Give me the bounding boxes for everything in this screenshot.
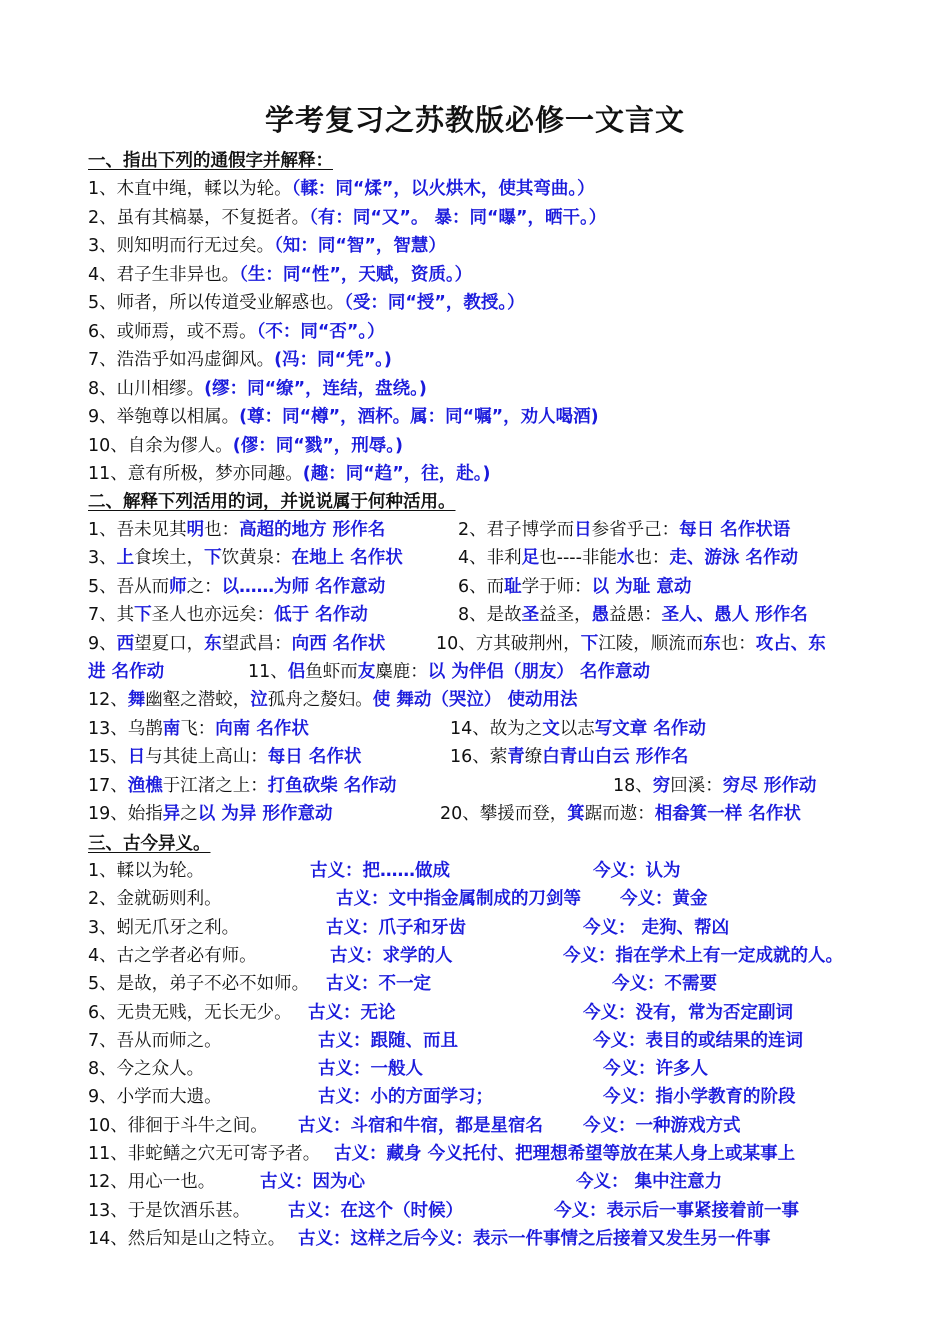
item-text: 15、	[88, 747, 128, 767]
item-text: 20、攀援而登，	[440, 804, 568, 824]
gu-yi: 古义：在这个（时候）	[288, 1200, 463, 1221]
gu-yi: 古义：藏身 今义托付、把理想希望等放在某人身上或某事上	[334, 1144, 796, 1164]
item-text: 与其徒上高山：	[145, 747, 268, 767]
item-text: 10、方其破荆州，	[436, 633, 581, 654]
jin-yi: 今义： 集中注意力	[576, 1172, 723, 1193]
answer-text: （受：同“授”，教授。）	[344, 293, 525, 313]
gu-yi: 古义：跟随、而且	[318, 1030, 458, 1051]
huoyong-item	[458, 544, 798, 572]
question-text: 10、徘徊于斗牛之间。	[88, 1115, 268, 1136]
item-text: 17、	[88, 775, 128, 796]
huoyong-item	[440, 800, 801, 828]
huoyong-item	[88, 601, 368, 629]
key-word: 友	[357, 662, 376, 682]
item-text: 18、	[613, 775, 653, 796]
key-word: 渔樵	[127, 775, 163, 796]
gu-yi: 古义：文中指金属制成的刀剑等	[336, 889, 581, 910]
item-text: 7、其	[88, 605, 135, 626]
key-word: 南	[162, 718, 181, 739]
tongjia-item	[88, 403, 599, 431]
section-2-heading: 二、解释下列活用的词，并说说属于何种活用。	[88, 492, 456, 512]
tongjia-item	[88, 346, 392, 374]
item-text: 益愚：	[609, 605, 662, 626]
answer-text: 向南 名作状	[215, 718, 309, 739]
answer-text: 向西 名作状	[291, 633, 386, 654]
key-word: 明	[186, 520, 205, 540]
answer-text: 以 为耻 意动	[591, 576, 692, 597]
jin-yi: 今义：没有，常为否定副词	[583, 1002, 793, 1023]
section-1-heading: 一、指出下列的通假字并解释：	[88, 151, 333, 171]
question-text: 13、于是饮酒乐甚。	[88, 1200, 251, 1221]
key-word: 愚	[591, 605, 610, 626]
question-text: 7、浩浩乎如冯虚御风。	[88, 350, 275, 370]
huoyong-item	[450, 743, 688, 771]
tongjia-item	[88, 289, 525, 317]
question-text: 3、蚓无爪牙之利。	[88, 917, 240, 938]
tongjia-item	[88, 261, 472, 289]
huoyong-item	[88, 573, 385, 601]
key-word: 青	[507, 747, 525, 767]
question-text: 7、吾从而师之。	[88, 1030, 222, 1051]
answer-text: (尊：同“樽”，酒杯。属：同“嘱”，劝人喝酒)	[239, 407, 599, 427]
tongjia-item	[88, 175, 595, 203]
key-word: 上	[116, 548, 135, 569]
item-text: 以志	[559, 718, 595, 739]
item-text: 食埃土，	[134, 548, 205, 569]
jin-yi: 今义：指在学术上有一定成就的人。	[563, 945, 843, 966]
huoyong-item	[88, 630, 385, 658]
answer-text: （輮：同“煣”，以火烘木，使其弯曲。）	[291, 179, 595, 199]
key-word: 白	[542, 747, 560, 767]
question-text: 4、君子生非异也。	[88, 264, 240, 285]
key-word: 舞	[127, 690, 146, 710]
jin-yi: 今义：一种游戏方式	[583, 1115, 741, 1136]
gu-yi: 古义：斗宿和牛宿，都是星宿名	[298, 1115, 543, 1136]
key-word: 下	[134, 605, 152, 626]
huoyong-item	[88, 686, 577, 714]
gu-yi: 古义：这样之后今义：表示一件事情之后接着又发生另一件事	[298, 1228, 771, 1249]
huoyong-item	[450, 715, 706, 743]
question-text: 11、非蛇鳝之穴无可寄予者。	[88, 1144, 321, 1164]
item-text: 16、萦	[450, 747, 508, 767]
gu-yi: 古义：无论	[308, 1002, 396, 1023]
huoyong-item	[436, 630, 826, 658]
item-text: 也：	[204, 520, 240, 540]
item-text: 望夏口，	[134, 633, 205, 654]
answer-text: (冯：同“凭”。)	[274, 350, 392, 370]
question-text: 8、山川相缪。	[88, 378, 205, 399]
item-text: 也----非能	[539, 548, 617, 569]
item-text: 踞而遨：	[584, 804, 655, 824]
tongjia-item	[88, 204, 606, 232]
jin-yi: 今义：表示后一事紧接着前一事	[554, 1200, 799, 1221]
key-word: 东	[703, 633, 721, 654]
key-word: 泣	[250, 690, 268, 710]
huoyong-continuation	[88, 658, 164, 686]
answer-text: 低于 名作动	[274, 605, 368, 626]
item-text: 之	[180, 804, 198, 824]
answer-text: (趣：同“趋”，往，赴。)	[302, 464, 491, 484]
question-text: 6、或师焉，或不焉。	[88, 321, 257, 342]
key-word: 东	[204, 633, 222, 654]
gu-yi: 古义：因为心	[260, 1172, 365, 1193]
item-text: 11、	[248, 662, 288, 682]
answer-text: 相畚箕一样 名作状	[654, 804, 801, 824]
answer-text: 高超的地方 形作名	[239, 520, 386, 540]
item-text: 1、吾未见其	[88, 520, 187, 540]
item-text: 9、	[88, 633, 117, 654]
item-text: 飞：	[180, 718, 216, 739]
item-text: 鱼虾而	[305, 662, 358, 682]
answer-text: 在地上 名作状	[291, 548, 403, 569]
key-word: 侣	[287, 662, 306, 682]
key-word: 穷	[652, 775, 671, 796]
answer-text: 以 为伴侣（朋友） 名作意动	[427, 662, 650, 682]
huoyong-item	[88, 772, 396, 800]
question-text: 5、是故，弟子不必不如师。	[88, 974, 310, 995]
tongjia-item	[88, 232, 446, 260]
answer-text: (缪：同“缭”，连结，盘绕。)	[204, 378, 427, 399]
answer-text: 写文章 名作动	[594, 718, 706, 739]
key-word: 水	[616, 548, 635, 569]
tongjia-item	[88, 375, 427, 403]
jin-yi: 今义：指小学教育的阶段	[603, 1087, 796, 1108]
item-text: 缭	[524, 747, 543, 767]
answer-text: (僇：同“戮”，刑辱。)	[232, 435, 404, 456]
key-word: 师	[169, 576, 187, 597]
huoyong-item	[458, 516, 790, 544]
item-text: 参省乎己：	[591, 520, 680, 540]
item-text: 之：	[186, 576, 222, 597]
jin-yi: 今义：黄金	[620, 889, 708, 910]
key-word: 文	[542, 718, 560, 739]
jin-yi: 今义：认为	[593, 861, 681, 881]
item-text: 幽壑之潜蛟，	[145, 690, 251, 710]
item-text: 江陵，顺流而	[598, 633, 704, 654]
item-text: 也：	[634, 548, 670, 569]
item-text: 也：	[720, 633, 756, 654]
answer-text: 穷尽 形作动	[722, 775, 817, 796]
item-text: 回溪：	[670, 775, 723, 796]
item-text: 饮黄泉：	[221, 548, 292, 569]
question-text: 9、小学而大遗。	[88, 1087, 222, 1108]
item-text: 3、	[88, 548, 117, 569]
answer-text: 攻占、东	[755, 633, 826, 654]
item-text: 6、而	[458, 576, 505, 597]
item-text: 8、是故	[458, 605, 522, 626]
jin-yi: 今义：不需要	[612, 974, 717, 995]
huoyong-item	[613, 772, 816, 800]
huoyong-item	[458, 601, 808, 629]
item-text: 学于师：	[521, 576, 592, 597]
key-word: 圣	[521, 605, 540, 626]
jin-yi: 今义：表目的或结果的连词	[593, 1030, 803, 1051]
question-text: 12、用心一也。	[88, 1172, 216, 1193]
item-text: 益圣，	[539, 605, 592, 626]
key-word: 箕	[567, 804, 585, 824]
item-text: 13、乌鹊	[88, 718, 163, 739]
huoyong-item	[88, 516, 385, 544]
question-text: 8、今之众人。	[88, 1059, 205, 1080]
question-text: 6、无贵无贱，无长无少。	[88, 1002, 292, 1023]
key-word: 西	[116, 633, 135, 654]
answer-text: 每日 名作状语	[679, 520, 791, 540]
item-text: 19、始指	[88, 804, 163, 824]
huoyong-item	[88, 743, 361, 771]
answer-text: 进 名作动	[88, 662, 165, 682]
answer-text: 打鱼砍柴 名作动	[267, 775, 397, 796]
key-word: 下	[580, 633, 599, 654]
tongjia-item	[88, 318, 385, 346]
answer-text: 以……为师 名作意动	[221, 576, 386, 597]
key-word: 日	[127, 747, 146, 767]
answer-text: 以 为异 形作意动	[197, 804, 333, 824]
gu-yi: 古义：求学的人	[330, 945, 453, 966]
question-text: 14、然后知是山之特立。	[88, 1228, 286, 1249]
question-text: 11、意有所极，梦亦同趣。	[88, 464, 303, 484]
page-title: 学考复习之苏教版必修一文言文	[264, 103, 685, 137]
item-text: 4、非利	[458, 548, 522, 569]
gu-yi: 古义：小的方面学习；	[318, 1087, 493, 1108]
item-text: 5、吾从而	[88, 576, 170, 597]
tongjia-item	[88, 432, 403, 460]
item-text: 麋鹿：	[375, 662, 428, 682]
answer-text: 青山白云 形作名	[559, 747, 689, 767]
item-text: 2、君子博学而	[458, 520, 575, 540]
gu-yi: 古义：爪子和牙齿	[326, 917, 466, 938]
gu-yi: 古义：一般人	[318, 1059, 423, 1080]
jin-yi: 今义： 走狗、帮凶	[583, 917, 730, 938]
section-3-heading: 三、古今异义。	[88, 834, 211, 854]
answer-text: 圣人、愚人 形作名	[661, 605, 808, 626]
question-text: 10、自余为僇人。	[88, 435, 233, 456]
huoyong-item	[458, 573, 691, 601]
item-text: 圣人也亦远矣：	[151, 605, 275, 626]
item-text: 14、故为之	[450, 718, 543, 739]
key-word: 异	[162, 804, 181, 824]
answer-text: 使 舞动（哭泣） 使动用法	[372, 690, 578, 710]
item-text: 望武昌：	[221, 633, 292, 654]
gu-yi: 古义：不一定	[326, 974, 431, 995]
item-text: 于江渚之上：	[162, 775, 268, 796]
key-word: 耻	[504, 576, 522, 597]
question-text: 3、则知明而行无过矣。	[88, 236, 275, 256]
question-text: 9、举匏尊以相属。	[88, 407, 240, 427]
jin-yi: 今义：许多人	[603, 1059, 708, 1080]
answer-text: （知：同“智”，智慧）	[274, 236, 446, 256]
key-word: 足	[521, 548, 540, 569]
key-word: 下	[204, 548, 222, 569]
question-text: 1、木直中绳，輮以为轮。	[88, 179, 292, 199]
gu-yi: 古义：把……做成	[310, 861, 450, 881]
question-text: 5、师者，所以传道受业解惑也。	[88, 293, 345, 313]
answer-text: （生：同“性”，天赋，资质。）	[239, 264, 473, 285]
answer-text: （有：同“又”。 暴：同“曝”，晒干。）	[309, 207, 607, 228]
question-text: 2、虽有其槁暴，不复挺者。	[88, 207, 310, 228]
question-text: 2、金就砺则利。	[88, 889, 222, 910]
huoyong-item	[248, 658, 650, 686]
huoyong-item	[88, 800, 332, 828]
answer-text: 每日 名作状	[267, 747, 362, 767]
item-text: 12、	[88, 690, 128, 710]
answer-text: （不：同“否”。）	[256, 321, 385, 342]
huoyong-item	[88, 715, 309, 743]
key-word: 日	[574, 520, 592, 540]
huoyong-item	[88, 544, 403, 572]
answer-text: 走、游泳 名作动	[669, 548, 798, 569]
item-text: 孤舟之嫠妇。	[267, 690, 373, 710]
question-text: 1、輮以为轮。	[88, 861, 205, 881]
question-text: 4、古之学者必有师。	[88, 945, 257, 966]
tongjia-item	[88, 460, 491, 488]
